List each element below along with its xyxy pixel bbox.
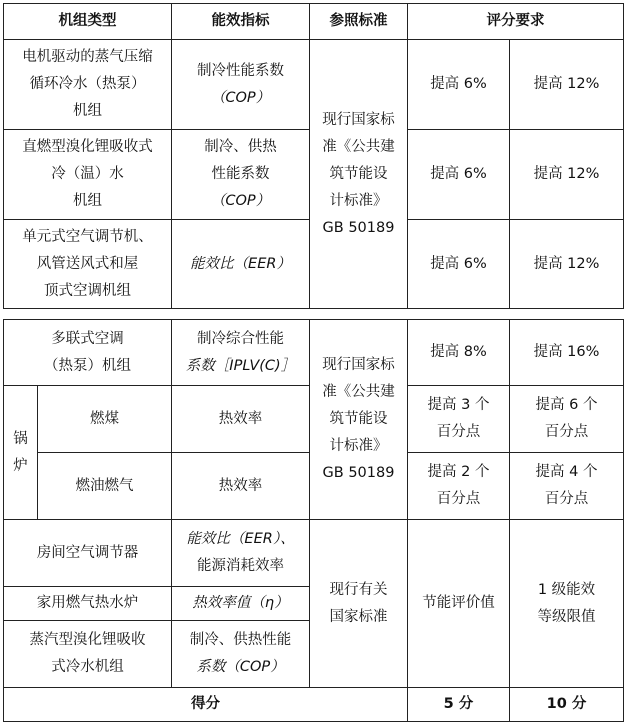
efficiency-index-cell: 制冷综合性能 系数［IPLV(C)］ xyxy=(172,320,310,386)
efficiency-index-cell: 热效率值（η） xyxy=(172,587,310,621)
requirement-a-cell: 提高 3 个 百分点 xyxy=(408,386,510,453)
efficiency-index-cell: 制冷、供热性能 系数（COP） xyxy=(172,621,310,688)
table-row xyxy=(4,520,624,587)
col-header-type: 机组类型 xyxy=(4,4,172,40)
score-label: 得分 xyxy=(4,688,408,722)
score-b-value: 10 分 xyxy=(510,688,624,722)
col-header-requirement: 评分要求 xyxy=(408,4,624,40)
efficiency-table-part1 xyxy=(3,3,624,309)
unit-type-cell: 直燃型溴化锂吸收式 冷（温）水 机组 xyxy=(4,130,172,220)
table-row xyxy=(4,320,624,386)
requirement-b-cell: 提高 12% xyxy=(510,220,624,309)
col-header-index: 能效指标 xyxy=(172,4,310,40)
requirement-a-cell: 提高 8% xyxy=(408,320,510,386)
score-a-value: 5 分 xyxy=(408,688,510,722)
efficiency-index-cell: 热效率 xyxy=(172,453,310,520)
requirement-b-cell: 提高 12% xyxy=(510,40,624,130)
boiler-label-cell: 锅 炉 xyxy=(4,386,38,520)
unit-type-cell: 电机驱动的蒸气压缩 循环冷水（热泵） 机组 xyxy=(4,40,172,130)
fuel-type-cell: 燃煤 xyxy=(38,386,172,453)
requirement-a-cell: 提高 6% xyxy=(408,220,510,309)
efficiency-index-cell: 制冷性能系数 （COP） xyxy=(172,40,310,130)
table-row xyxy=(4,40,624,130)
fuel-type-cell: 燃油燃气 xyxy=(38,453,172,520)
requirement-a-cell: 节能评价值 xyxy=(408,520,510,688)
unit-type-cell: 单元式空气调节机、 风管送风式和屋 顶式空调机组 xyxy=(4,220,172,309)
col-header-standard: 参照标准 xyxy=(310,4,408,40)
requirement-a-cell: 提高 6% xyxy=(408,130,510,220)
unit-type-cell: 多联式空调 （热泵）机组 xyxy=(4,320,172,386)
requirement-b-cell: 提高 12% xyxy=(510,130,624,220)
efficiency-index-cell: 热效率 xyxy=(172,386,310,453)
reference-standard-cell: 现行有关 国家标准 xyxy=(310,520,408,688)
reference-standard-cell: 现行国家标 准《公共建 筑节能设 计标准》 GB 50189 xyxy=(310,40,408,309)
efficiency-table-part2 xyxy=(3,319,624,722)
score-row xyxy=(4,688,624,722)
efficiency-index-cell: 能效比（EER）、 能源消耗效率 xyxy=(172,520,310,587)
unit-type-cell: 蒸汽型溴化锂吸收 式冷水机组 xyxy=(4,621,172,688)
requirement-b-cell: 1 级能效 等级限值 xyxy=(510,520,624,688)
efficiency-index-cell: 制冷、供热 性能系数 （COP） xyxy=(172,130,310,220)
requirement-a-cell: 提高 2 个 百分点 xyxy=(408,453,510,520)
requirement-a-cell: 提高 6% xyxy=(408,40,510,130)
unit-type-cell: 房间空气调节器 xyxy=(4,520,172,587)
header-row xyxy=(4,4,624,40)
reference-standard-cell: 现行国家标 准《公共建 筑节能设 计标准》 GB 50189 xyxy=(310,320,408,520)
requirement-b-cell: 提高 4 个 百分点 xyxy=(510,453,624,520)
unit-type-cell: 家用燃气热水炉 xyxy=(4,587,172,621)
requirement-b-cell: 提高 16% xyxy=(510,320,624,386)
efficiency-index-cell: 能效比（EER） xyxy=(172,220,310,309)
requirement-b-cell: 提高 6 个 百分点 xyxy=(510,386,624,453)
